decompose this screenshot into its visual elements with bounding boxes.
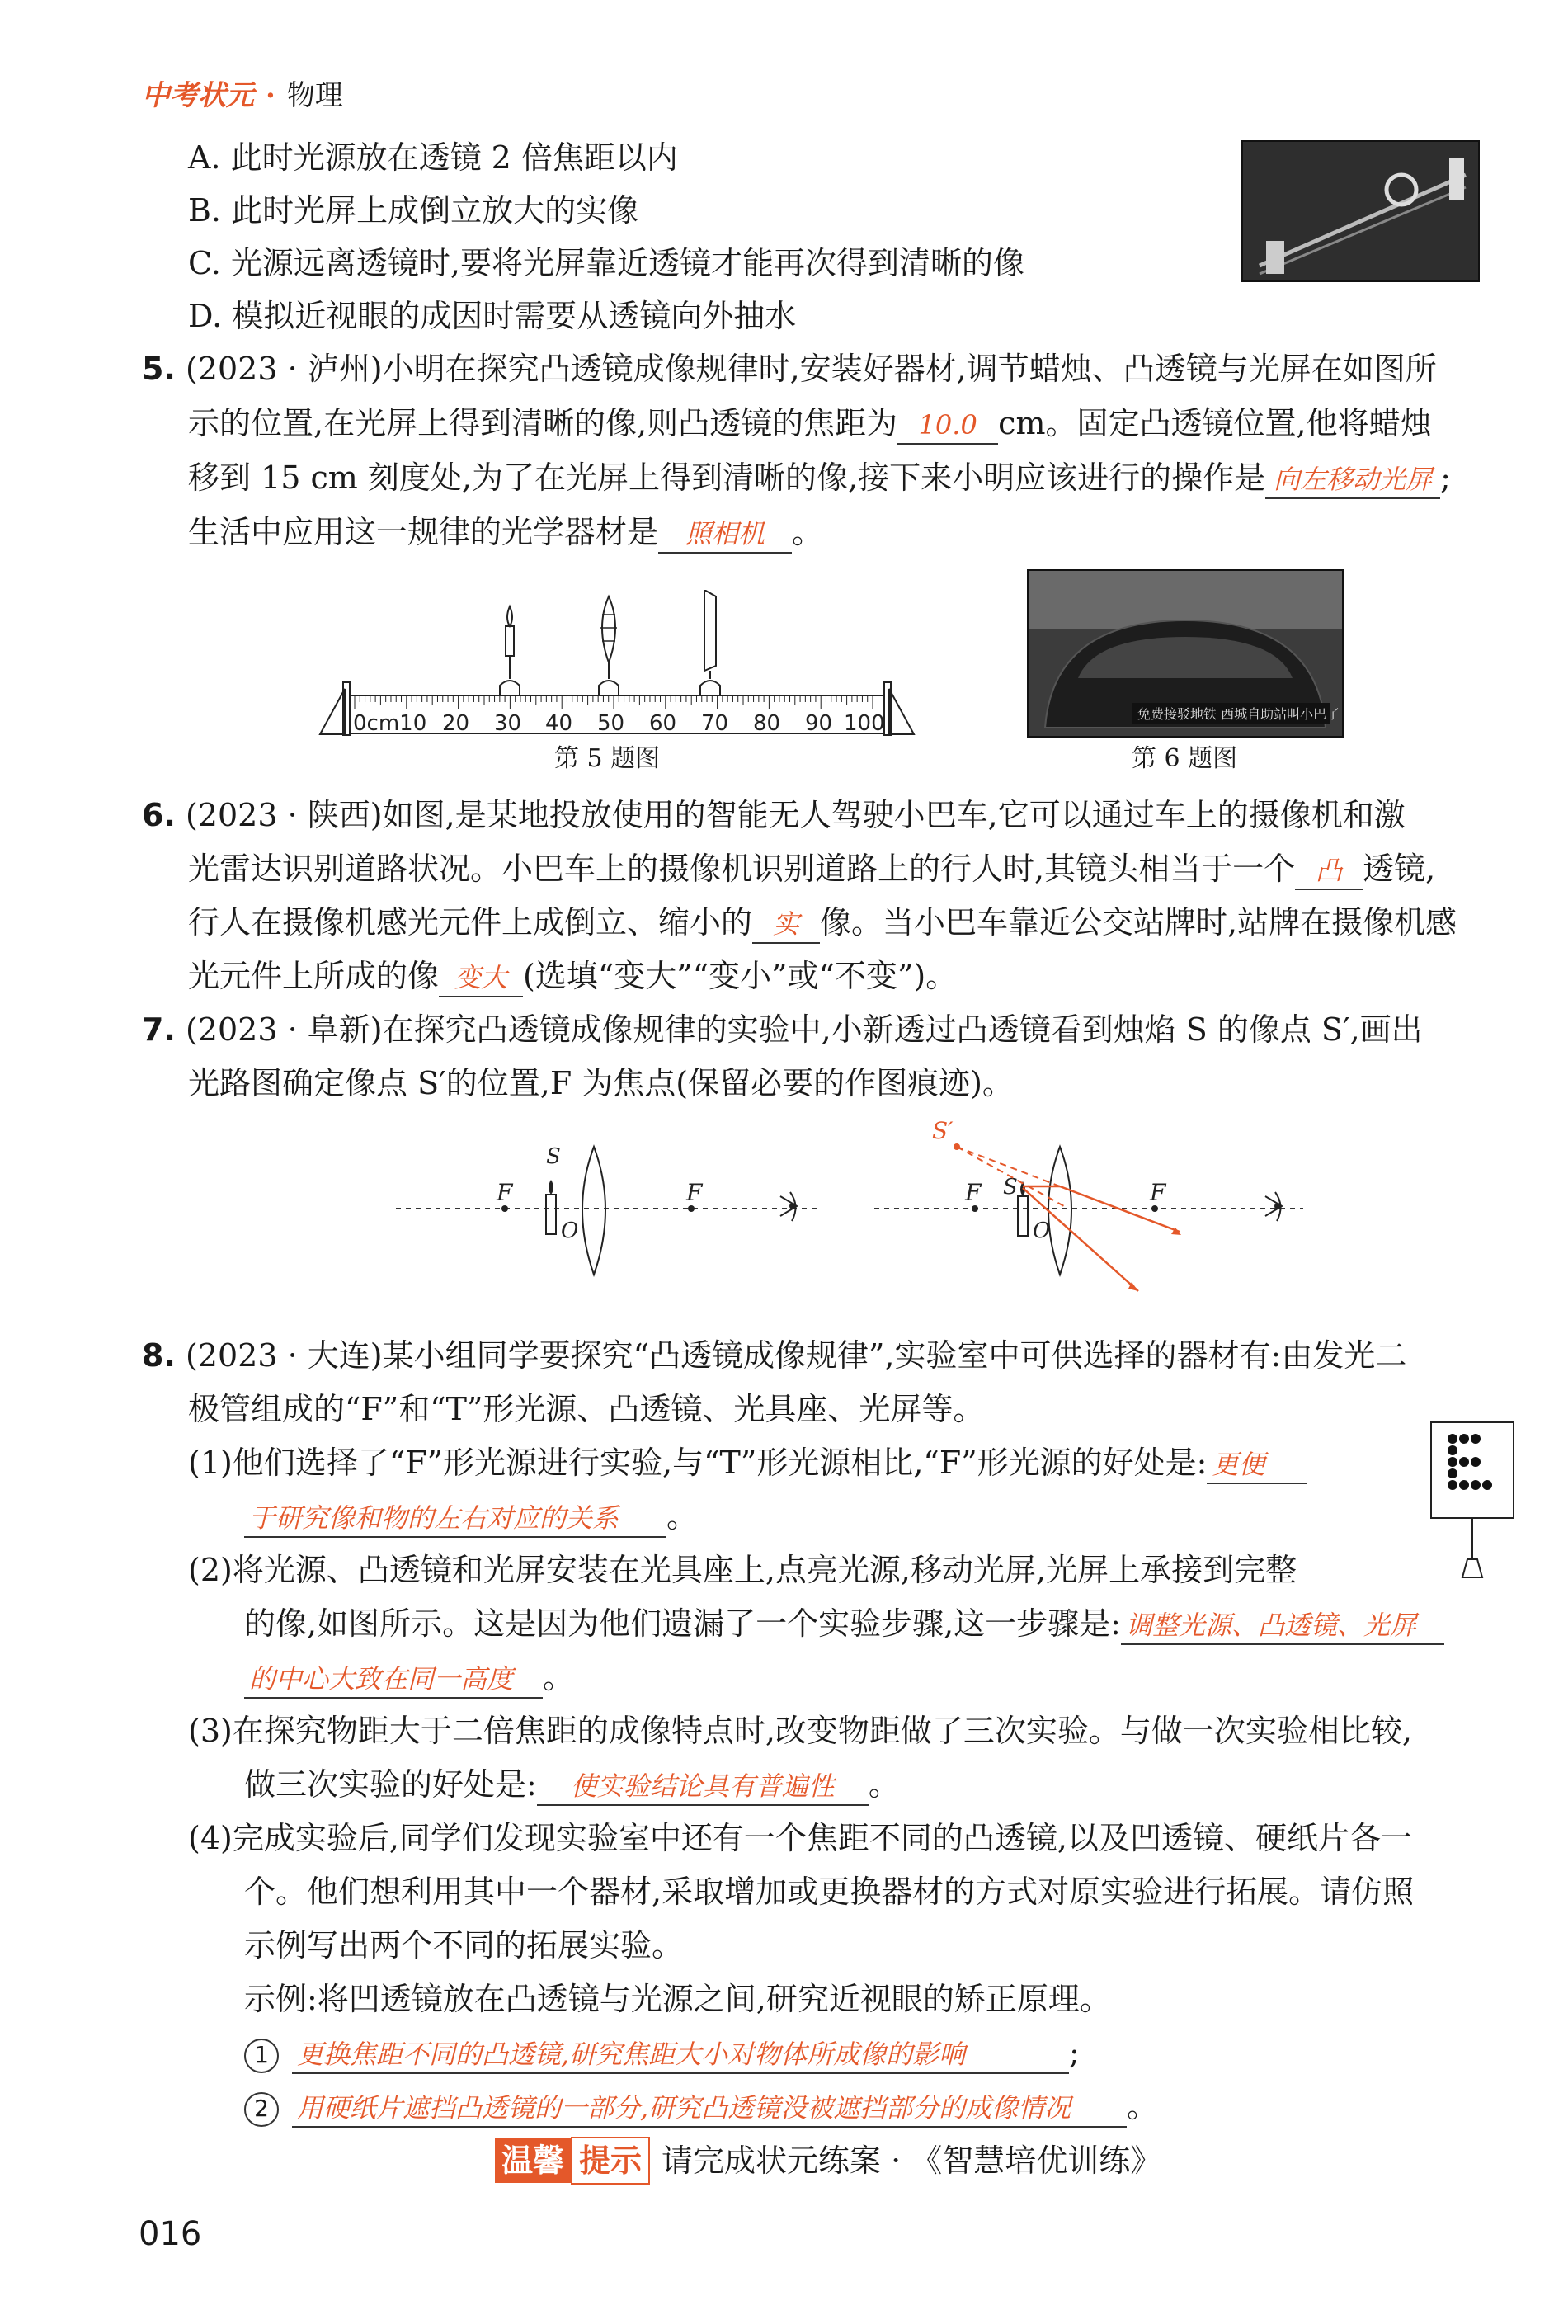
ruler-label-70: 70 <box>701 711 729 736</box>
header-subject: 物理 <box>286 79 343 112</box>
q6-text4a: 光元件上所成的像 <box>188 958 440 994</box>
q7-line2: 光路图确定像点 S′的位置,F 为焦点(保留必要的作图痕迹)。 <box>188 1065 1014 1101</box>
q8-p3-text: 做三次实验的好处是: <box>244 1766 537 1803</box>
q6-text3a: 行人在摄像机感光元件上成倒立、缩小的 <box>188 904 753 940</box>
q7-figure <box>388 1114 1320 1295</box>
q8-p2-answer-b: 的中心大致在同一高度 <box>244 1661 543 1699</box>
q8-p2-end: 。 <box>543 1659 575 1695</box>
ruler-label-80: 80 <box>753 711 781 736</box>
q8-line1 <box>142 1335 1406 1376</box>
q8-p2-answer-a: 调整光源、凸透镜、光屏 <box>1121 1607 1444 1645</box>
q8-part4-line3: 示例写出两个不同的拓展实验。 <box>244 1927 684 1963</box>
q6-text3b: 像。当小巴车靠近公交站牌时,站牌在摄像机感 <box>820 904 1457 940</box>
q6-line2 <box>188 848 1435 890</box>
ruler-label-20: 20 <box>442 711 470 736</box>
ruler-label-60: 60 <box>649 711 677 736</box>
q4-option-a: A. 此时光源放在透镜 2 倍焦距以内 <box>188 139 678 176</box>
q6-answer-image-change: 变大 <box>439 959 523 997</box>
q6-text4b: (选填“变大”“变小”或“不变”)。 <box>523 958 958 994</box>
f-pattern-dots <box>1448 1434 1492 1490</box>
q8-part2-line1: (2)将光源、凸透镜和光屏安装在光具座上,点亮光源,移动光屏,光屏上承接到完整 <box>188 1552 1297 1588</box>
q6-photo-drawing <box>1029 571 1342 736</box>
q8-part3-line1: (3)在探究物距大于二倍焦距的成像特点时,改变物距做了三次实验。与做一次实验相比较, <box>188 1713 1412 1749</box>
q5-text2a: 示的位置,在光屏上得到清晰的像,则凸透镜的焦距为 <box>188 405 898 441</box>
q8-part3-line2 <box>244 1764 900 1806</box>
footer-text: 请完成状元练案 · 《智慧培优训练》 <box>662 2143 1162 2179</box>
q5-line4 <box>188 511 823 554</box>
q8-extension-1-end: ; <box>1069 2034 1080 2071</box>
q5-text4b: 。 <box>792 514 824 550</box>
q6-line4 <box>188 955 957 997</box>
q8-p1-answer-b: 于研究像和物的左右对应的关系 <box>244 1500 666 1538</box>
q5-text1: (2023 · 泸州)小明在探究凸透镜成像规律时,安装好器材,调节蜡烛、凸透镜与光屏在如图所 <box>185 351 1437 387</box>
q8-extension-1 <box>244 2032 1080 2074</box>
q8-number: 8. <box>142 1337 176 1374</box>
q4-photo-drawing <box>1243 142 1478 280</box>
q5-answer-device: 照相机 <box>658 516 792 554</box>
light-screen <box>700 590 720 695</box>
q7-right-o: O <box>1033 1219 1051 1243</box>
q8-part4-line1: (4)完成实验后,同学们发现实验室中还有一个焦距不同的凸透镜,以及凹透镜、硬纸片各一 <box>188 1820 1412 1856</box>
ruler-label-50: 50 <box>597 711 625 736</box>
q8-p3-answer: 使实验结论具有普遍性 <box>537 1768 869 1806</box>
q8-p2-text: 的像,如图所示。这是因为他们遗漏了一个实验步骤,这一步骤是: <box>244 1605 1121 1642</box>
eye-icon <box>1265 1192 1282 1221</box>
q6-answer-lens-type: 凸 <box>1295 852 1363 890</box>
q8-extension-2 <box>244 2086 1158 2128</box>
q5-text3a: 移到 15 cm 刻度处,为了在光屏上得到清晰的像,接下来小明应该进行的操作是 <box>188 460 1266 496</box>
q6-photo <box>1027 569 1344 738</box>
q8-part1-line2 <box>244 1496 698 1538</box>
q7-right-s: S <box>1003 1175 1018 1200</box>
q7-number: 7. <box>142 1011 176 1048</box>
q7-left-o: O <box>561 1219 579 1243</box>
q8-p1-end: 。 <box>666 1498 699 1534</box>
q5-text4a: 生活中应用这一规律的光学器材是 <box>188 514 659 550</box>
q5-line1 <box>142 348 1437 389</box>
q8-extension-1-answer: 更换焦距不同的凸透镜,研究焦距大小对物体所成像的影响 <box>292 2036 1069 2074</box>
eye-icon <box>780 1192 797 1221</box>
q8-extension-2-answer: 用硬纸片遮挡凸透镜的一部分,研究凸透镜没被遮挡部分的成像情况 <box>292 2090 1127 2128</box>
candle <box>500 606 520 695</box>
q5-text2b: cm。固定凸透镜位置,他将蜡烛 <box>998 405 1432 441</box>
q5-answer-operation: 向左移动光屏 <box>1265 461 1440 499</box>
q7-left-f1: F <box>497 1179 513 1206</box>
q7-line1 <box>142 1009 1423 1050</box>
q7-answer-diagram <box>874 1117 1303 1291</box>
q7-left-s: S <box>546 1144 561 1169</box>
q4-option-b: B. 此时光屏上成倒立放大的实像 <box>188 192 639 229</box>
q6-number: 6. <box>142 797 176 833</box>
q8-part2-line3 <box>244 1657 574 1699</box>
q8-p1-text: (1)他们选择了“F”形光源进行实验,与“T”形光源相比,“F”形光源的好处是: <box>188 1445 1208 1481</box>
q5-answer-focal-length: 10.0 <box>897 407 998 445</box>
q8-example: 示例:将凹透镜放在凸透镜与光源之间,研究近视眼的矫正原理。 <box>244 1981 1111 2017</box>
q6-text2a: 光雷达识别道路状况。小巴车上的摄像机识别道路上的行人时,其镜头相当于一个 <box>188 851 1296 887</box>
page-number: 016 <box>139 2215 202 2253</box>
q8-p3-end: 。 <box>868 1766 900 1803</box>
q6-caption: 第 6 题图 <box>1132 744 1238 773</box>
q8-p1-answer-a: 更便 <box>1207 1446 1307 1484</box>
q6-answer-image-type: 实 <box>752 906 820 944</box>
q8-extension-2-end: 。 <box>1127 2088 1159 2124</box>
q8-text1: (2023 · 大连)某小组同学要探究“凸透镜成像规律”,实验室中可供选择的器材有:由发光二 <box>185 1337 1407 1374</box>
q6-text2b: 透镜, <box>1363 851 1436 887</box>
ruler-label-40: 40 <box>545 711 573 736</box>
q8-part4-line2: 个。他们想利用其中一个器材,采取增加或更换器材的方式对原实验进行拓展。请仿照 <box>244 1874 1415 1910</box>
q4-photo <box>1241 140 1480 282</box>
circled-number-2: 2 <box>244 2092 279 2127</box>
q5-line2 <box>188 403 1432 445</box>
ruler-ticks <box>355 696 873 709</box>
q7-left-f2: F <box>686 1179 703 1206</box>
q7-text1: (2023 · 阜新)在探究凸透镜成像规律的实验中,小新透过凸透镜看到烛焰 S 的像点 S′,画出 <box>185 1011 1423 1048</box>
q6-line1 <box>142 794 1406 836</box>
ruler-label-30: 30 <box>494 711 522 736</box>
convex-lens <box>599 596 619 695</box>
q6-line3 <box>188 902 1457 944</box>
ruler-label-0: 0cm10 <box>353 711 427 736</box>
q5-caption: 第 5 题图 <box>554 744 661 773</box>
q4-option-d: D. 模拟近视眼的成因时需要从透镜向外抽水 <box>188 298 797 334</box>
circled-number-1: 1 <box>244 2039 279 2073</box>
q7-right-f2: F <box>1150 1179 1166 1206</box>
q6-text1: (2023 · 陕西)如图,是某地投放使用的智能无人驾驶小巴车,它可以通过车上的摄像机和激 <box>185 797 1406 833</box>
q8-part1-line1 <box>188 1442 1307 1484</box>
q7-image-point-label: S′ <box>932 1117 954 1144</box>
q5-text3b: ; <box>1440 460 1451 496</box>
page-header <box>142 78 343 114</box>
q5-figure <box>312 590 922 738</box>
footer-tag-warm: 温馨 <box>495 2138 571 2183</box>
ruler-label-90: 90 <box>805 711 833 736</box>
optical-bench <box>320 682 914 736</box>
q5-number: 5. <box>142 351 176 387</box>
q5-line3 <box>188 457 1451 499</box>
brand-logo: 中考状元 <box>142 79 254 112</box>
q4-option-c: C. 光源远离透镜时,要将光屏靠近透镜才能再次得到清晰的像 <box>188 245 1024 281</box>
ruler-label-100: 100 <box>844 711 885 736</box>
q8-screen-figure <box>1429 1421 1520 1586</box>
q8-line2: 极管组成的“F”和“T”形光源、凸透镜、光具座、光屏等。 <box>188 1391 985 1427</box>
q7-question-diagram <box>396 1144 817 1275</box>
footer-tag-tip: 提示 <box>571 2137 650 2185</box>
header-dot: · <box>266 79 275 112</box>
q6-photo-text: 免费接驳地铁 西城自助站叫小巴了 <box>1137 706 1340 722</box>
footer-tip <box>495 2137 1161 2185</box>
q7-right-f1: F <box>965 1179 982 1206</box>
q8-part2-line2 <box>244 1603 1444 1645</box>
